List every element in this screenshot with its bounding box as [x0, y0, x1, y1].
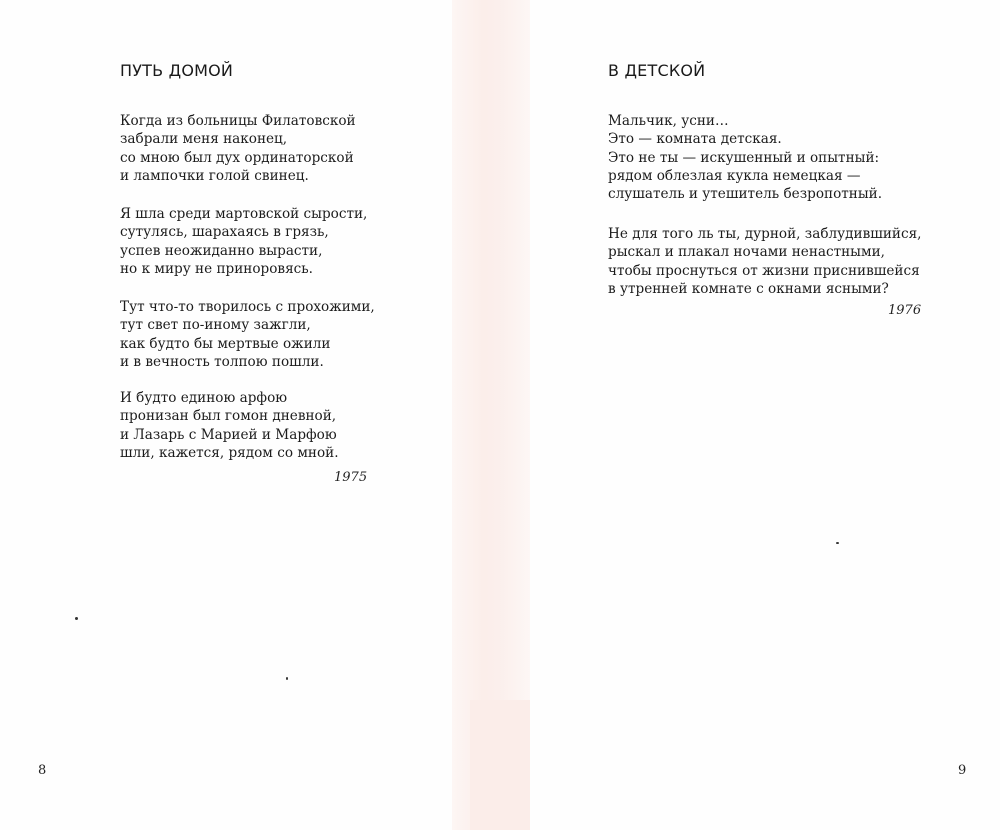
poem-line: и лампочки голой свинец. — [120, 167, 309, 184]
poem-title: В ДЕТСКОЙ — [608, 61, 706, 80]
poem-line: и Лазарь с Марией и Марфою — [120, 426, 337, 443]
stanza — [608, 112, 882, 203]
poem-line: но к миру не приноровясь. — [120, 260, 313, 277]
poem-line: чтобы проснуться от жизни приснившейся — [608, 262, 920, 279]
poem-line: как будто бы мертвые ожили — [120, 335, 331, 352]
poem-line: рыскал и плакал ночами ненастными, — [608, 244, 885, 261]
stanza — [120, 298, 375, 371]
left-page — [0, 0, 452, 830]
stanza — [120, 112, 356, 185]
stanza — [120, 389, 339, 462]
print-speck — [75, 617, 78, 620]
poem-line: в утренней комнате с окнами ясными? — [608, 280, 889, 297]
print-speck — [286, 677, 288, 680]
poem-line: Когда из больницы Филатовской — [120, 113, 356, 129]
poem-line: забрали меня наконец, — [120, 131, 288, 148]
poem-line: Это — комната детская. — [608, 131, 782, 148]
poem-year: 1975 — [334, 470, 368, 485]
poem-line: со мною был дух ординаторской — [120, 149, 354, 166]
poem-line: Не для того ль ты, дурной, заблудившийся, — [608, 226, 922, 242]
poem-line: слушатель и утешитель безропотный. — [608, 186, 883, 203]
poem-line: шли, кажется, рядом со мной. — [120, 444, 339, 461]
poem-line: пронизан был гомон дневной, — [120, 408, 337, 425]
poem-line: рядом облезлая кукла немецкая — — [608, 167, 861, 184]
poem-line: Тут что-то творилось с прохожими, — [120, 299, 375, 315]
poem-title: ПУТЬ ДОМОЙ — [120, 61, 234, 80]
poem-year: 1976 — [888, 303, 922, 318]
poem-line: сутулясь, шарахаясь в грязь, — [120, 224, 329, 241]
page-number: 9 — [958, 763, 967, 778]
poem-line: Это не ты — искушенный и опытный: — [608, 149, 880, 166]
stanza — [120, 205, 367, 278]
print-speck — [836, 542, 839, 544]
poem-line: и в вечность толпою пошли. — [120, 353, 324, 370]
poem-line: успев неожиданно вырасти, — [120, 242, 323, 259]
poem-line: тут свет по-иному зажгли, — [120, 317, 311, 334]
page-number: 8 — [38, 763, 47, 778]
poem-line: Я шла среди мартовской сырости, — [120, 206, 368, 222]
stanza — [608, 225, 922, 298]
right-page — [530, 0, 1000, 830]
poem-line: И будто единою арфою — [120, 390, 288, 406]
poem-line: Мальчик, усни… — [608, 113, 729, 129]
